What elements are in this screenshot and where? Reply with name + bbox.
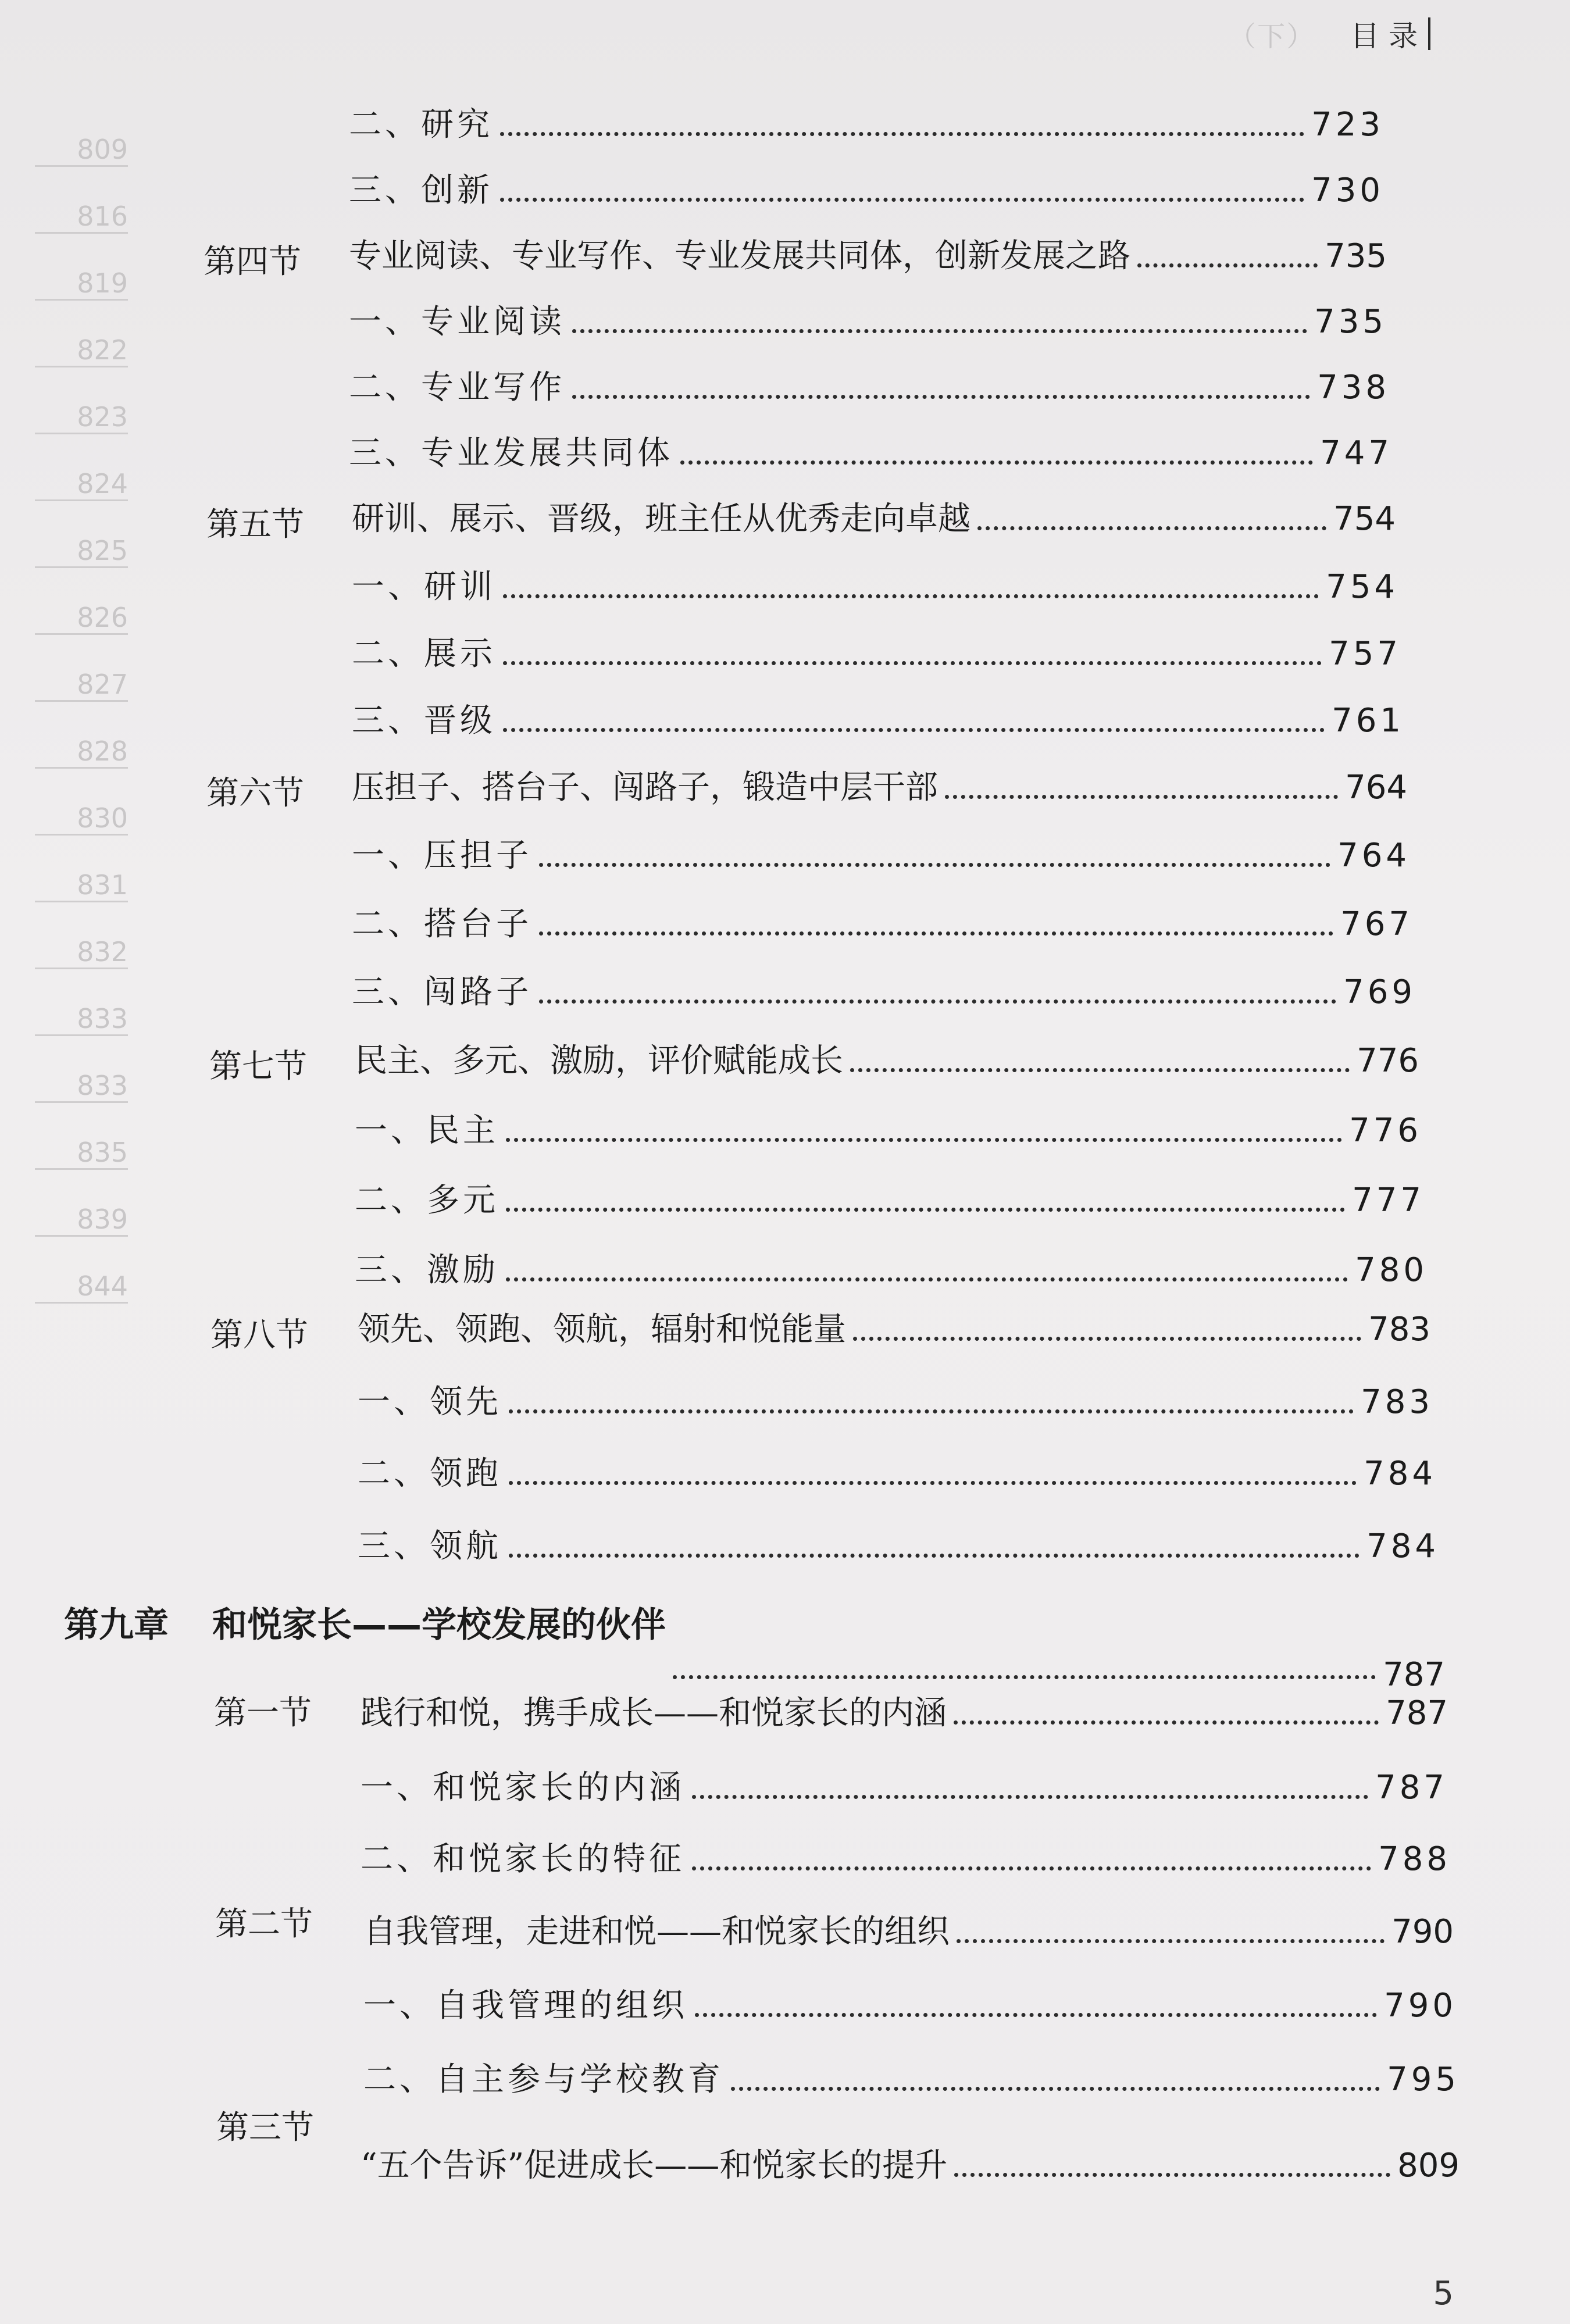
toc-entry	[352, 567, 1398, 608]
entry-label: 一、和悦家长的内涵	[361, 1769, 685, 1807]
ghost-number: 839	[35, 1204, 128, 1237]
entry-label: 二、领跑	[358, 1455, 502, 1493]
toc-entry	[352, 701, 1404, 741]
toc-entry	[363, 1912, 1454, 1952]
ghost-number: 823	[35, 401, 128, 434]
section-number: 第三节	[216, 2109, 314, 2147]
toc-entry	[349, 105, 1384, 145]
dot-leader	[731, 2087, 1380, 2091]
entry-label: “五个告诉”促进成长——和悦家长的提升	[361, 2147, 948, 2184]
entry-label: 三、晋级	[352, 702, 496, 740]
toc-entry	[352, 767, 1407, 808]
entry-label: 自我管理，走进和悦——和悦家长的组织	[363, 1913, 950, 1951]
ghost-number: 831	[35, 869, 128, 902]
entry-page: 735	[1314, 303, 1387, 341]
dot-leader	[506, 1277, 1348, 1281]
toc-entry	[361, 1693, 1448, 1734]
ghost-number: 844	[35, 1270, 128, 1304]
ghost-number: 816	[35, 201, 128, 234]
dot-leader	[509, 1481, 1357, 1485]
section-number: 第八节	[210, 1316, 308, 1354]
entry-label: 二、展示	[352, 635, 496, 673]
dot-leader	[509, 1409, 1354, 1413]
entry-page: 780	[1355, 1251, 1428, 1289]
toc-entry	[363, 2059, 1460, 2100]
entry-page: 761	[1332, 702, 1404, 740]
dot-leader	[853, 1337, 1361, 1341]
dot-leader	[695, 2013, 1377, 2017]
entry-page: 747	[1320, 434, 1393, 472]
toc-entry	[361, 1768, 1448, 1808]
chapter-title: 和悦家长——学校发展的伙伴	[212, 1605, 666, 1645]
entry-page: 783	[1368, 1311, 1430, 1348]
entry-label: 三、激励	[355, 1251, 499, 1289]
ghost-number: 828	[35, 736, 128, 769]
entry-page: 767	[1340, 905, 1413, 943]
ghost-number: 825	[35, 535, 128, 568]
entry-page: 790	[1384, 1987, 1457, 2025]
ghost-number: 833	[35, 1070, 128, 1103]
entry-label: 三、闯路子	[352, 973, 532, 1011]
toc-entry	[352, 634, 1401, 674]
entry-page: 757	[1329, 635, 1401, 673]
toc-entry	[349, 302, 1387, 342]
entry-label: 一、专业阅读	[349, 303, 565, 341]
ghost-number: 830	[35, 802, 128, 836]
toc-entry	[349, 433, 1393, 474]
ghost-number: 827	[35, 669, 128, 702]
dot-leader	[503, 594, 1319, 598]
entry-page: 738	[1317, 369, 1390, 406]
entry-page: 735	[1325, 237, 1387, 275]
entry-page: 795	[1387, 2061, 1460, 2098]
dot-leader	[500, 132, 1304, 136]
section-number: 第六节	[206, 774, 304, 812]
entry-label: 二、研究	[349, 106, 493, 144]
entry-page: 809	[1397, 2147, 1460, 2184]
toc-entry	[355, 1041, 1419, 1081]
entry-page: 776	[1357, 1042, 1419, 1080]
entry-page: 787	[1383, 1656, 1445, 1694]
entry-page: 783	[1361, 1383, 1433, 1421]
entry-label: 三、专业发展共同体	[349, 434, 673, 472]
entry-label: 一、领先	[358, 1383, 502, 1421]
entry-page: 754	[1333, 500, 1396, 538]
section-number: 第一节	[214, 1694, 312, 1732]
header-series: （下）	[1228, 20, 1316, 53]
section-number: 第五节	[206, 506, 304, 544]
entry-label: 三、领航	[358, 1527, 502, 1565]
entry-label: 一、压担子	[352, 837, 532, 874]
toc-entry	[355, 1180, 1425, 1221]
toc-chapter-entry	[212, 1604, 1445, 1702]
chapter-number: 第九章	[64, 1605, 169, 1645]
dot-leader	[977, 526, 1326, 530]
dot-leader	[957, 1939, 1385, 1943]
ghost-number: 833	[35, 1003, 128, 1036]
dot-leader	[503, 661, 1322, 665]
toc-entry	[349, 367, 1390, 408]
dot-leader	[539, 931, 1333, 936]
toc-entry	[358, 1454, 1436, 1494]
ghost-number: 826	[35, 602, 128, 635]
section-number: 第二节	[215, 1905, 313, 1943]
entry-page: 764	[1345, 769, 1407, 806]
entry-label: 一、民主	[355, 1112, 499, 1149]
section-number: 第七节	[209, 1048, 307, 1086]
entry-label: 压担子、搭台子、闯路子，锻造中层干部	[352, 769, 938, 806]
dot-leader	[945, 795, 1338, 799]
dot-leader	[506, 1138, 1342, 1142]
toc-entry	[352, 904, 1413, 945]
entry-label: 二、自主参与学校教育	[363, 2061, 724, 2098]
ghost-number: 822	[35, 334, 128, 367]
toc-entry	[349, 170, 1384, 211]
entry-page: 723	[1311, 106, 1384, 144]
entry-label: 二、专业写作	[349, 369, 565, 406]
entry-label: 二、多元	[355, 1181, 499, 1219]
dot-leader	[572, 395, 1310, 399]
toc-entry	[358, 1526, 1439, 1567]
toc-entry	[352, 836, 1410, 876]
section-number: 第四节	[204, 243, 301, 281]
entry-label: 研训、展示、晋级，班主任从优秀走向卓越	[352, 500, 970, 538]
dot-leader	[539, 999, 1336, 1004]
dot-leader	[692, 1866, 1371, 1870]
entry-page: 764	[1337, 837, 1410, 874]
entry-page: 754	[1326, 568, 1398, 606]
entry-label: 三、创新	[349, 172, 493, 209]
toc-entry	[355, 1111, 1422, 1151]
entry-label: 一、研训	[352, 568, 496, 606]
ghost-number: 835	[35, 1137, 128, 1170]
dot-leader	[954, 2173, 1390, 2177]
toc-entry	[363, 1986, 1457, 2026]
toc-entry	[361, 2145, 1460, 2186]
dot-leader	[850, 1068, 1350, 1072]
entry-page: 788	[1378, 1840, 1451, 1878]
entry-page: 784	[1366, 1527, 1439, 1565]
dot-leader	[680, 460, 1313, 465]
dot-leader	[500, 198, 1304, 202]
entry-page: 784	[1364, 1455, 1436, 1493]
entry-label: 践行和悦，携手成长——和悦家长的内涵	[361, 1694, 947, 1732]
page-number: 5	[1433, 2275, 1454, 2312]
dot-leader	[673, 1675, 1376, 1679]
entry-label: 一、自我管理的组织	[363, 1987, 688, 2025]
toc-entry	[358, 1309, 1430, 1350]
dot-leader	[506, 1208, 1345, 1212]
ghost-number: 809	[35, 134, 128, 167]
entry-page: 790	[1391, 1913, 1454, 1951]
entry-label: 专业阅读、专业写作、专业发展共同体，创新发展之路	[349, 237, 1130, 275]
toc-entry	[355, 1250, 1428, 1291]
toc-entry	[349, 236, 1387, 277]
dot-leader	[954, 1720, 1379, 1725]
ghost-number: 819	[35, 267, 128, 301]
entry-label: 民主、多元、激励，评价赋能成长	[355, 1042, 843, 1080]
dot-leader	[572, 329, 1307, 333]
toc-entry	[358, 1382, 1433, 1423]
header-title: 目 录	[1350, 19, 1418, 53]
entry-page: 730	[1311, 172, 1384, 209]
toc-entry	[352, 499, 1396, 540]
entry-page: 787	[1375, 1769, 1448, 1807]
entry-label: 领先、领跑、领航，辐射和悦能量	[358, 1311, 846, 1348]
ghost-number: 824	[35, 468, 128, 501]
entry-page: 777	[1352, 1181, 1425, 1219]
entry-page: 776	[1349, 1112, 1422, 1149]
toc-entry	[352, 972, 1416, 1013]
dot-leader	[1137, 263, 1318, 267]
dot-leader	[692, 1795, 1368, 1799]
dot-leader	[539, 863, 1330, 867]
entry-label: 二、和悦家长的特征	[361, 1840, 685, 1878]
ghost-number: 832	[35, 936, 128, 969]
entry-page: 769	[1343, 973, 1416, 1011]
entry-label: 二、搭台子	[352, 905, 532, 943]
dot-leader	[509, 1554, 1360, 1558]
toc-entry	[361, 1839, 1451, 1880]
entry-page: 787	[1386, 1694, 1448, 1732]
dot-leader	[503, 728, 1325, 732]
